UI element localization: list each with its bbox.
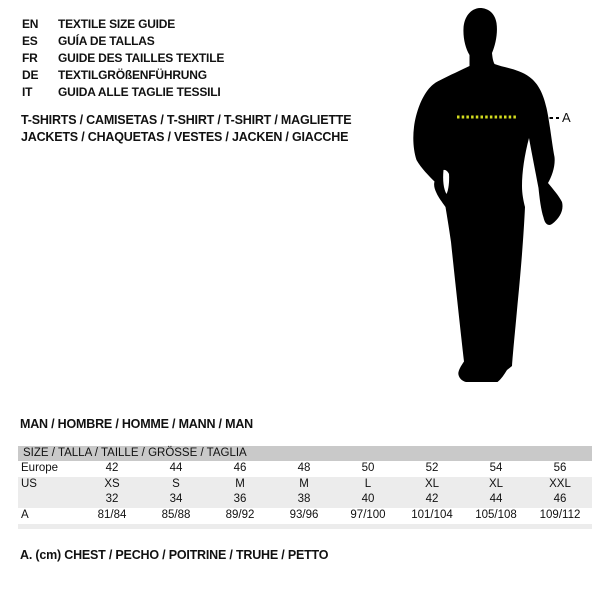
- table-cell: 101/104: [411, 508, 453, 521]
- table-cell: 42: [425, 493, 439, 505]
- table-cell: XL: [424, 477, 440, 490]
- language-label: GUÍA DE TALLAS: [58, 33, 155, 48]
- language-code: IT: [22, 84, 33, 99]
- man-body-shape: [413, 8, 562, 382]
- table-cell: 89/92: [225, 508, 255, 521]
- measure-label-a: A: [562, 110, 571, 125]
- row-label: US: [21, 477, 37, 490]
- table-cell: 32: [105, 493, 119, 505]
- table-cell: 54: [489, 462, 503, 474]
- table-cell: 44: [489, 493, 503, 505]
- measurement-footnote: A. (cm) CHEST / PECHO / POITRINE / TRUHE / PETTO: [20, 548, 329, 562]
- row-label: Europe: [21, 462, 59, 474]
- table-cell: 40: [361, 493, 375, 505]
- language-row-en: [22, 15, 224, 32]
- table-cell: 36: [233, 493, 247, 505]
- table-cell: 85/88: [161, 508, 191, 521]
- table-cell: 81/84: [97, 508, 127, 521]
- table-cell: XL: [488, 477, 504, 490]
- table-cell: 56: [553, 462, 567, 474]
- category-tshirts: T-SHIRTS / CAMISETAS / T-SHIRT / T-SHIRT / MAGLIETTE: [21, 113, 352, 127]
- table-cell: 34: [169, 493, 183, 505]
- language-row-fr: [22, 49, 224, 66]
- table-cell: 38: [297, 493, 311, 505]
- table-cell: 46: [233, 462, 247, 474]
- language-label: GUIDE DES TAILLES TEXTILE: [58, 50, 225, 65]
- table-cell: S: [172, 477, 180, 490]
- language-label: TEXTILE SIZE GUIDE: [58, 16, 176, 31]
- table-cell: 42: [105, 462, 119, 474]
- garment-categories: [21, 112, 351, 146]
- language-code: DE: [22, 67, 39, 82]
- table-footer-strip: [18, 524, 592, 529]
- table-cell: 52: [425, 462, 439, 474]
- table-cell: L: [364, 477, 372, 490]
- row-label: A: [21, 508, 29, 521]
- language-code: FR: [22, 50, 38, 65]
- row-label: [18, 492, 80, 508]
- language-label: TEXTILGRÖßENFÜHRUNG: [58, 67, 207, 82]
- size-table-header: SIZE / TALLA / TAILLE / GRÖSSE / TAGLIA: [18, 446, 592, 461]
- table-row-chest-a: [18, 508, 592, 524]
- table-cell: 46: [553, 493, 567, 505]
- table-row-alt-sizes: [18, 492, 592, 508]
- language-row-es: [22, 32, 224, 49]
- category-jackets: JACKETS / CHAQUETAS / VESTES / JACKEN / GIACCHE: [21, 130, 349, 144]
- language-list: [22, 15, 224, 100]
- man-silhouette: [400, 0, 600, 420]
- section-title-man: MAN / HOMBRE / HOMME / MANN / MAN: [20, 417, 253, 431]
- table-cell: 97/100: [350, 508, 386, 521]
- language-row-de: [22, 66, 224, 83]
- table-cell: XXL: [549, 477, 571, 490]
- language-code: EN: [22, 16, 39, 31]
- language-code: ES: [22, 33, 38, 48]
- table-cell: 105/108: [475, 508, 517, 521]
- table-cell: 44: [169, 462, 183, 474]
- table-cell: 48: [297, 462, 311, 474]
- table-row-us: [18, 477, 592, 493]
- table-row-europe: [18, 461, 592, 477]
- table-cell: XS: [104, 477, 120, 490]
- language-label: GUIDA ALLE TAGLIE TESSILI: [58, 84, 221, 99]
- table-cell: 50: [361, 462, 375, 474]
- table-cell: M: [235, 477, 245, 490]
- size-table: [18, 446, 592, 529]
- language-row-it: [22, 83, 224, 100]
- table-cell: M: [299, 477, 309, 490]
- table-cell: 93/96: [289, 508, 319, 521]
- table-cell: 109/112: [539, 508, 581, 521]
